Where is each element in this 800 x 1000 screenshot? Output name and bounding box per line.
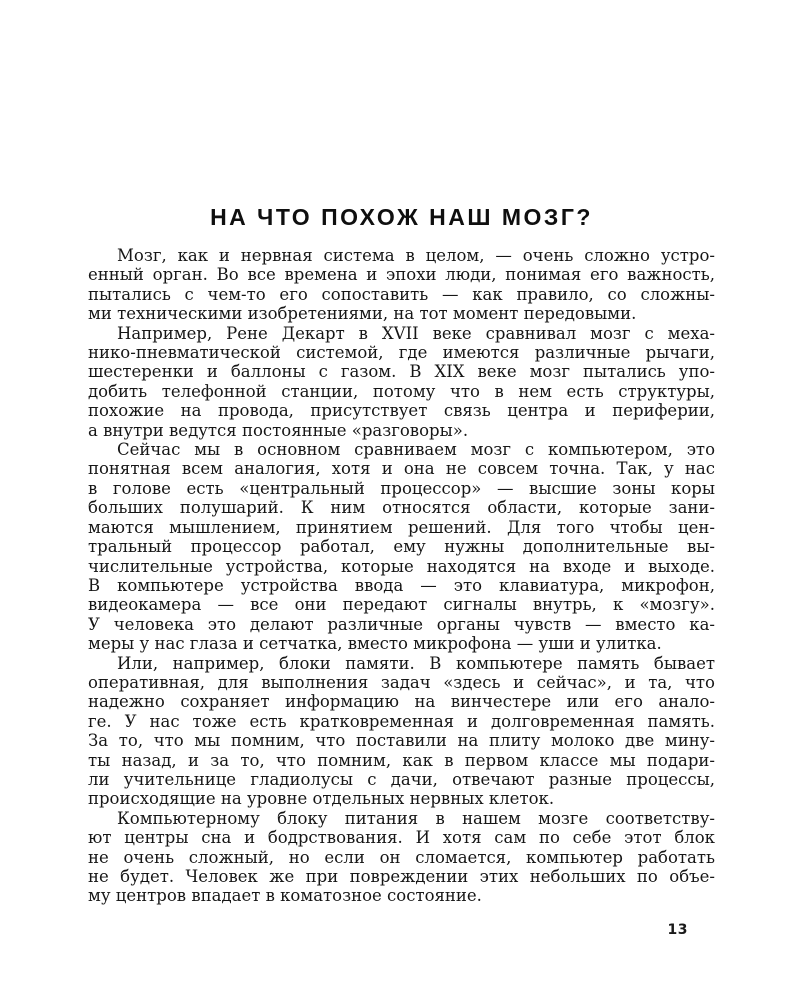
paragraph xyxy=(88,440,715,653)
paragraph xyxy=(88,246,715,324)
text-line: ге. У нас тоже есть кратковременная и долговременная память. xyxy=(88,711,715,731)
text-line: больших полушарий. К ним относятся области, которые зани- xyxy=(88,498,715,518)
paragraph xyxy=(88,654,715,809)
text-line: Например, Рене Декарт в XVII веке сравнивал мозг с меха- xyxy=(117,323,715,343)
body-text xyxy=(88,246,715,906)
text-line: ли учительнице гладиолусы с дачи, отвечают разные процессы, xyxy=(88,769,715,789)
paragraph xyxy=(88,809,715,906)
text-line: В компьютере устройства ввода — это клавиатура, микрофон, xyxy=(88,575,715,595)
chapter-title: НА ЧТО ПОХОЖ НАШ МОЗГ? xyxy=(210,204,593,230)
text-line: Мозг, как и нервная система в целом, — очень сложно устро- xyxy=(117,246,715,265)
text-line: Компьютерному блоку питания в нашем мозге соответству- xyxy=(117,808,715,828)
paragraph xyxy=(88,324,715,440)
text-line: не очень сложный, но если он сломается, компьютер работать xyxy=(88,847,715,867)
text-line: понятная всем аналогия, хотя и она не совсем точна. Так, у нас xyxy=(88,459,715,479)
text-line: видеокамера — все они передают сигналы внутрь, к «мозгу». xyxy=(88,595,715,615)
text-line: нико-пневматической системой, где имеются различные рычаги, xyxy=(88,343,715,363)
text-line: тральный процессор работал, ему нужны дополнительные вы- xyxy=(88,537,715,557)
text-line: шестеренки и баллоны с газом. В XIX веке мозг пытались упо- xyxy=(88,362,715,382)
text-line: Сейчас мы в основном сравниваем мозг с компьютером, это xyxy=(117,440,715,460)
text-line: пытались с чем-то его сопоставить — как правило, со сложны- xyxy=(88,284,715,304)
text-line: маются мышлением, принятием решений. Для того чтобы цен- xyxy=(88,517,715,537)
text-line: а внутри ведутся постоянные «разговоры». xyxy=(88,420,469,440)
text-line: в голове есть «центральный процессор» — высшие зоны коры xyxy=(88,478,715,498)
text-line: меры у нас глаза и сетчатка, вместо микрофона — уши и улитка. xyxy=(88,634,662,654)
text-line: добить телефонной станции, потому что в нем есть структуры, xyxy=(88,381,715,401)
text-line: оперативная, для выполнения задач «здесь и сейчас», и та, что xyxy=(88,672,715,692)
text-line: енный орган. Во все времена и эпохи люди, понимая его важность, xyxy=(88,265,715,285)
text-line: похожие на провода, присутствует связь центра и периферии, xyxy=(88,401,715,421)
text-line: ты назад, и за то, что помним, как в первом классе мы подари- xyxy=(88,750,715,770)
page-number: 13 xyxy=(667,922,688,938)
text-line: му центров впадает в коматозное состояние. xyxy=(88,886,482,906)
text-line: не будет. Человек же при повреждении этих небольших по объе- xyxy=(88,867,715,886)
text-line: ют центры сна и бодрствования. И хотя сам по себе этот блок xyxy=(88,828,715,848)
text-line: За то, что мы помним, что поставили на плиту молоко две мину- xyxy=(88,731,715,751)
text-line: происходящие на уровне отдельных нервных клеток. xyxy=(88,789,555,809)
text-line: Или, например, блоки памяти. В компьютере память бывает xyxy=(117,653,715,673)
text-line: надежно сохраняет информацию на винчестере или его анало- xyxy=(88,692,715,712)
text-line: числительные устройства, которые находятся на входе и выходе. xyxy=(88,556,715,576)
text-line: ми техническими изобретениями, на тот момент передовыми. xyxy=(88,304,637,324)
text-line: У человека это делают различные органы чувств — вместо ка- xyxy=(88,614,715,634)
